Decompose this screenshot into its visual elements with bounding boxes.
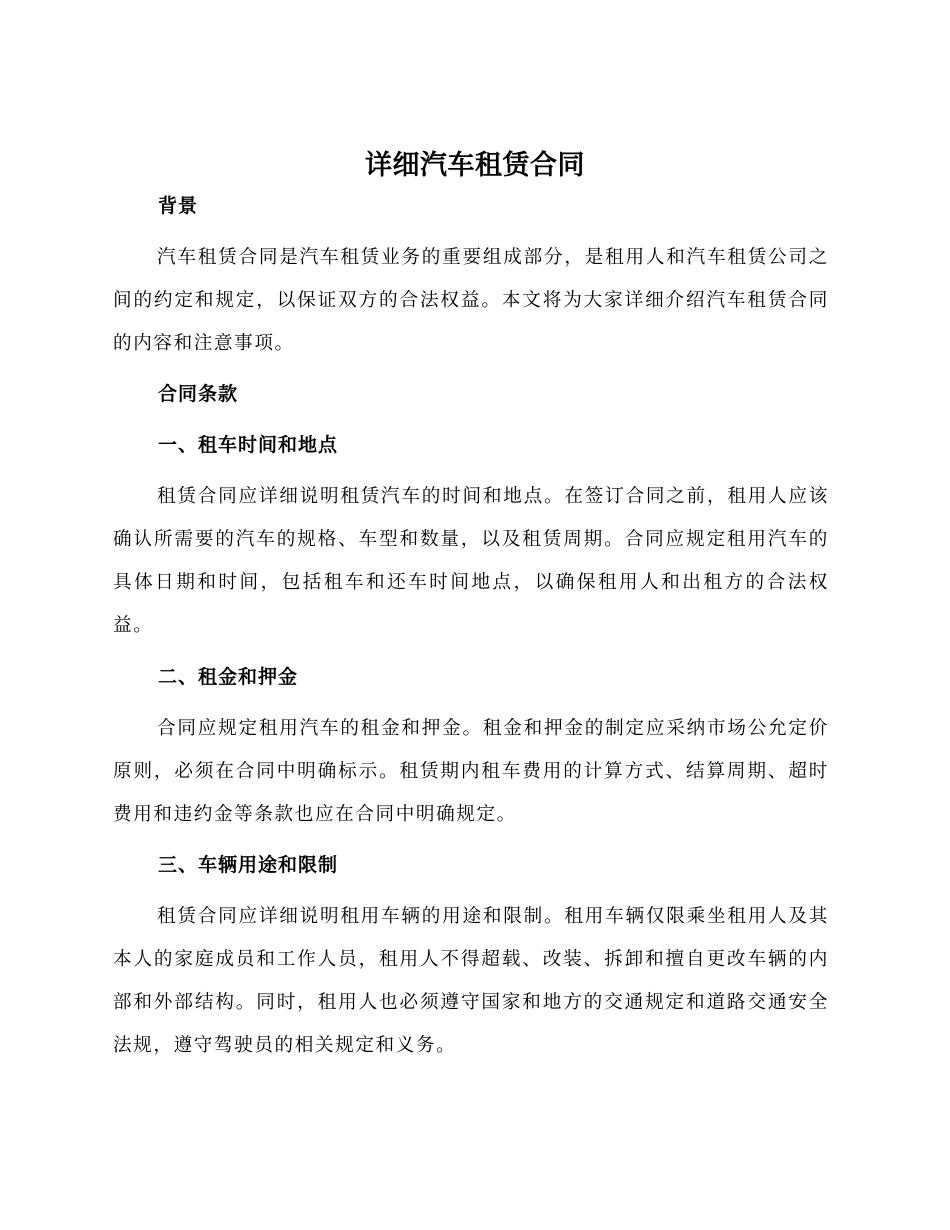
section-body-rent-deposit: 合同应规定租用汽车的租金和押金。租金和押金的制定应采纳市场公允定价原则，必须在合同中明确标示。租赁期内租车费用的计算方式、结算周期、超时费用和违约金等条款也应在合同中明确规定。 xyxy=(113,718,829,825)
section-body-background: 汽车租赁合同是汽车租赁业务的重要组成部分，是租用人和汽车租赁公司之间的约定和规定，以保证双方的合法权益。本文将为大家详细介绍汽车租赁合同的内容和注意事项。 xyxy=(113,247,829,354)
section-heading-vehicle-use-limits: 三、车辆用途和限制 xyxy=(158,854,339,876)
section-heading-contract-terms: 合同条款 xyxy=(158,383,239,405)
document-title: 详细汽车租赁合同 xyxy=(365,150,585,181)
section-heading-background: 背景 xyxy=(158,195,199,217)
section-heading-rental-time-place: 一、租车时间和地点 xyxy=(158,434,339,456)
section-body-vehicle-use-limits: 租赁合同应详细说明租用车辆的用途和限制。租用车辆仅限乘坐租用人及其本人的家庭成员和工作人员，租用人不得超载、改装、拆卸和擅自更改车辆的内部和外部结构。同时，租用人也必须遵守国家和地方的交通规定和道路交通安全法规，遵守驾驶员的相关规定和义务。 xyxy=(113,906,829,1056)
section-heading-rent-deposit: 二、租金和押金 xyxy=(158,666,299,688)
section-body-rental-time-place: 租赁合同应详细说明租赁汽车的时间和地点。在签订合同之前，租用人应该确认所需要的汽车的规格、车型和数量，以及租赁周期。合同应规定租用汽车的具体日期和时间，包括租车和还车时间地点，以确保租用人和出租方的合法权益。 xyxy=(113,486,829,636)
